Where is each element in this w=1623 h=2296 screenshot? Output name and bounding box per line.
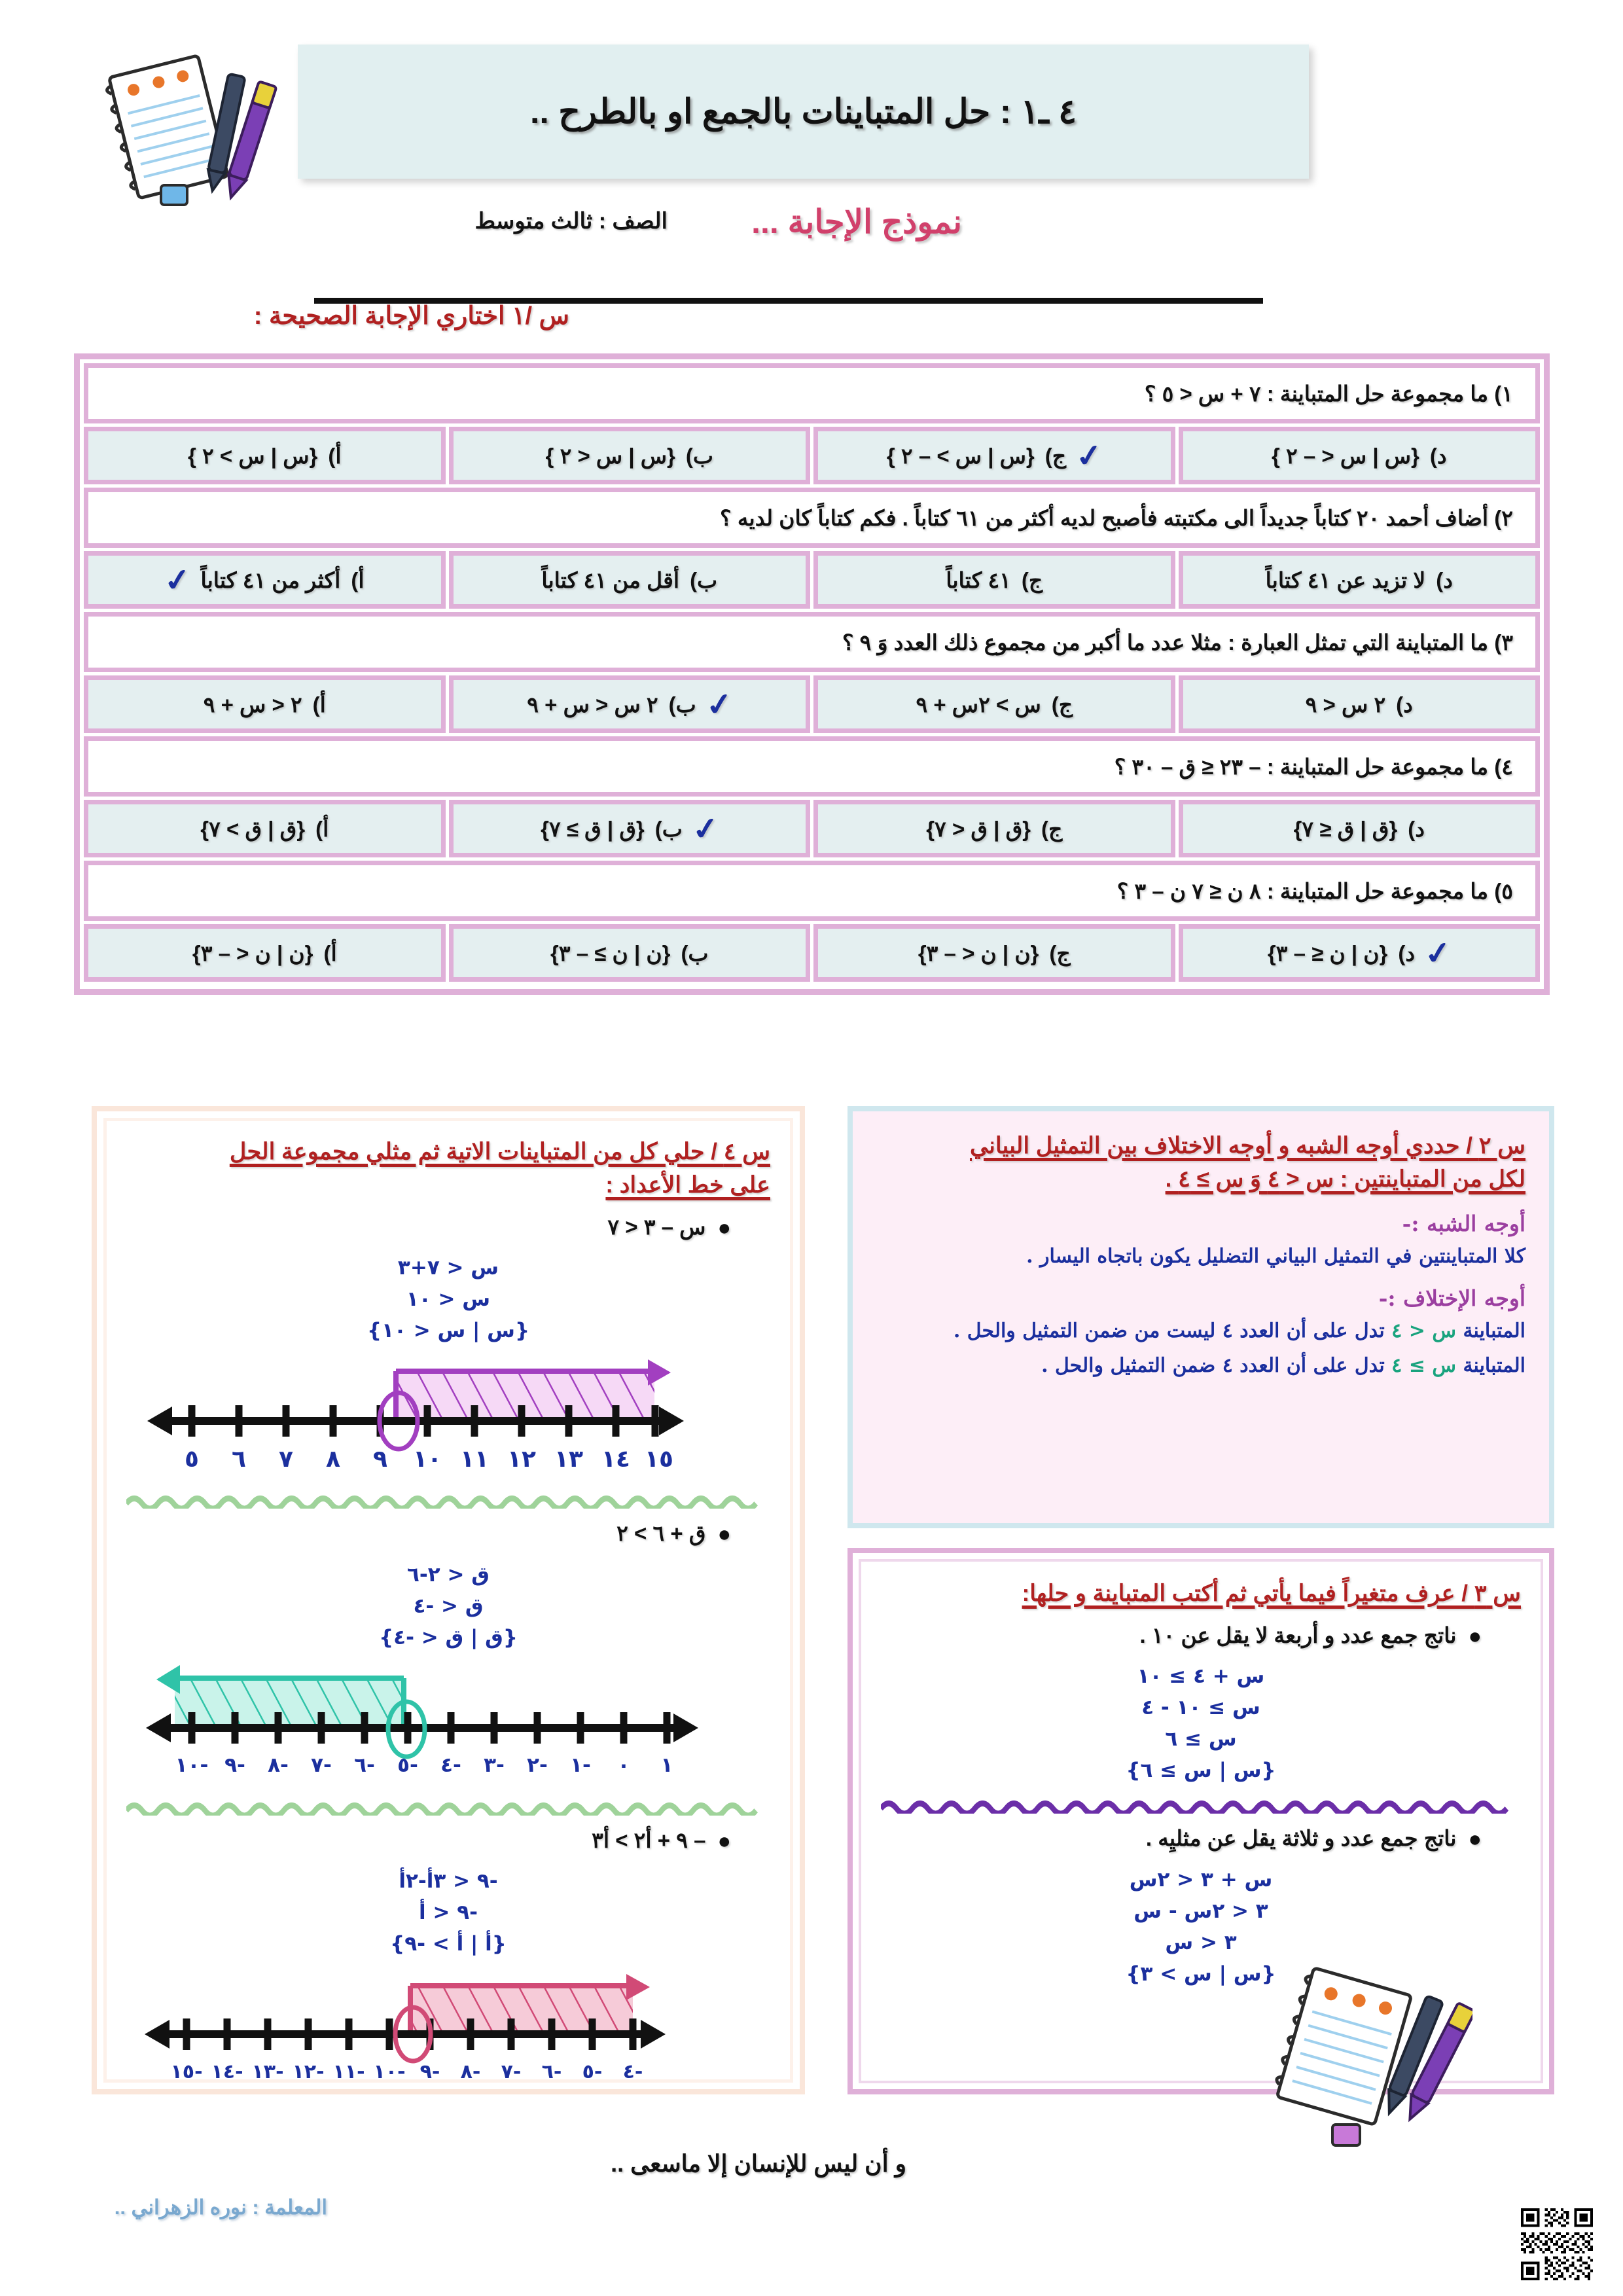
svg-text:-٨: -٨ <box>268 1753 289 1777</box>
option-b[interactable] <box>449 675 811 733</box>
svg-text:١٥: ١٥ <box>645 1446 673 1473</box>
notebook-pens-clipart-top <box>98 36 288 226</box>
section1-heading: س /١ اختاري الإجابة الصحيحة : <box>253 302 569 330</box>
svg-text:-١٢: -١٢ <box>292 2060 325 2084</box>
similarity-label: أوجه الشبه :- <box>1402 1210 1525 1236</box>
q3-item-prompt: ● ناتج جمع عدد و أربعة لا يقل عن ١٠ . <box>881 1623 1521 1651</box>
option-c[interactable] <box>813 924 1175 982</box>
question4-panel-inner <box>103 1118 793 2083</box>
svg-text:١٠: ١٠ <box>413 1446 442 1473</box>
lesson-title: ٤ ـ١ : حل المتباينات بالجمع او بالطرح .. <box>529 92 1077 131</box>
svg-text:١٤: ١٤ <box>601 1446 630 1473</box>
footer-quote: و أن ليس للإنسان إلا ماسعى .. <box>611 2150 906 2177</box>
svg-text:-٦: -٦ <box>541 2060 562 2084</box>
mcq-table <box>74 353 1550 995</box>
svg-text:-٩: -٩ <box>419 2060 440 2084</box>
q4-item-prompt: ● – ٩ + أ٢ > أ٣ <box>126 1827 770 1856</box>
option-b[interactable] <box>449 551 811 609</box>
bullet-icon: ● <box>717 1828 731 1854</box>
option-key: ب) <box>668 692 696 717</box>
bullet-icon: ● <box>1468 1623 1482 1649</box>
q4-item-work: س < ٧+٣ س < ١٠ {س | س < ١٠} <box>367 1256 530 1343</box>
svg-text:-٤: -٤ <box>440 1753 461 1777</box>
svg-text:٠: ٠ <box>617 1753 630 1777</box>
option-key: د) <box>1396 692 1413 717</box>
option-d[interactable] <box>1179 675 1541 733</box>
option-key: ب) <box>681 941 709 965</box>
option-text: أقل من ٤١ كتاباً <box>541 567 680 592</box>
option-a[interactable] <box>84 675 446 733</box>
svg-text:-١٠: -١٠ <box>175 1753 209 1777</box>
option-text: {س | س < – ٢ } <box>1271 443 1419 468</box>
lesson-title-band <box>298 45 1309 179</box>
option-text: {ن | ن < – ٣} <box>918 941 1039 965</box>
svg-text:-٩: -٩ <box>224 1753 245 1777</box>
option-d[interactable] <box>1179 800 1541 857</box>
question4-heading: س ٤ / حلي كل من المتباينات الاتية ثم مثلي مجموعة الحل على خط الأعداد : <box>229 1139 770 1198</box>
option-key: ب) <box>685 443 713 468</box>
question2-heading: س ٢ / حددي أوجه الشبه و أوجه الاختلاف بين التمثيل البياني لكل من المتباينتين : س < ٤ وَ س ≥ ٤ . <box>969 1133 1525 1192</box>
svg-text:-٧: -٧ <box>311 1753 332 1777</box>
wavy-divider-green-2 <box>126 1799 770 1816</box>
wavy-divider-green <box>126 1492 770 1509</box>
svg-text:١٣: ١٣ <box>554 1446 583 1473</box>
svg-text:-٢: -٢ <box>527 1753 548 1777</box>
svg-text:-٧: -٧ <box>501 2060 522 2084</box>
svg-text:-١٠: -١٠ <box>373 2060 406 2084</box>
svg-text:-٤: -٤ <box>622 2060 643 2084</box>
svg-text:١٢: ١٢ <box>507 1446 536 1473</box>
option-text: {ق | ق < ٧} <box>926 816 1031 841</box>
option-text: ٢ س < ٩ <box>1305 692 1386 717</box>
svg-text:-١: -١ <box>570 1753 591 1777</box>
q3-item-prompt: ● ناتج جمع عدد و ثلاثة يقل عن مثليِه . <box>881 1825 1521 1854</box>
q3-item-work: س + ٤ ≥ ١٠ س ≥ ١٠ - ٤ س ≥ ٦ {س | س ≥ ٦} <box>1126 1664 1276 1783</box>
q3-item-work: س + ٣ < ٢س ٣ < ٢س - س ٣ < س {س | س > ٣} <box>1126 1867 1276 1986</box>
option-text: لا تزيد عن ٤١ كتاباً <box>1265 567 1426 592</box>
svg-text:-١٥: -١٥ <box>170 2060 203 2084</box>
correct-check-icon: ✓ <box>161 561 194 599</box>
correct-check-icon: ✓ <box>1073 437 1106 475</box>
svg-text:٥: ٥ <box>185 1446 199 1473</box>
option-row <box>84 800 1540 857</box>
question-stem: ٢) أضاف أحمد ٢٠ كتاباً جديداً الى مكتبته فأصبح لديه أكثر من ٦١ كتاباً . فكم كتاباً كان لديه ؟ <box>84 488 1540 548</box>
option-text: {س | س > – ٢ } <box>886 443 1035 468</box>
question2-panel <box>847 1106 1554 1528</box>
option-text: {ن | ن ≥ – ٣} <box>550 941 671 965</box>
question3-heading: س ٣ / عرف متغيراً فيما يأتي ثم أكتب المتباينة و حلها: <box>1022 1581 1521 1606</box>
question2-panel-inner <box>858 1117 1544 1518</box>
option-key: ج) <box>1049 941 1071 965</box>
q4-item-work: ق < ٢-٦ ق < -٤ {ق | ق < -٤} <box>379 1562 518 1649</box>
svg-text:-٣: -٣ <box>484 1753 505 1777</box>
option-row <box>84 924 1540 982</box>
bullet-icon: ● <box>717 1522 731 1547</box>
option-row <box>84 551 1540 609</box>
svg-text:-١٤: -١٤ <box>211 2060 243 2084</box>
q4-item-prompt: ● ق + ٦ > ٢ <box>126 1520 770 1549</box>
svg-text:-٨: -٨ <box>460 2060 481 2084</box>
svg-text:-٥: -٥ <box>397 1753 418 1777</box>
wavy-divider-purple <box>881 1797 1521 1814</box>
option-c[interactable] <box>813 675 1175 733</box>
option-text: س > ٢س + ٩ <box>916 692 1041 717</box>
option-key: د) <box>1429 443 1447 468</box>
number-line-1 <box>126 1350 770 1481</box>
option-key: ب) <box>690 567 718 592</box>
svg-text:-٥: -٥ <box>582 2060 603 2084</box>
option-row <box>84 427 1540 484</box>
correct-check-icon: ✓ <box>1421 934 1455 972</box>
svg-text:٧: ٧ <box>279 1446 293 1473</box>
option-a[interactable] <box>84 427 446 484</box>
bullet-icon: ● <box>1468 1827 1482 1852</box>
option-b[interactable] <box>449 427 811 484</box>
difference-text-2: المتباينة س ≥ ٤ تدل على أن العدد ٤ ضمن التمثيل والحل . <box>1041 1354 1525 1377</box>
option-key: د) <box>1408 816 1425 841</box>
option-key: د) <box>1398 941 1416 965</box>
option-text: {س | س < ٢ } <box>545 443 675 468</box>
option-text: ٢ < س + ٩ <box>203 692 302 717</box>
svg-text:١: ١ <box>660 1753 673 1777</box>
option-c[interactable] <box>813 427 1175 484</box>
option-text: {ق | ق ≥ ٧} <box>541 816 645 841</box>
q4-item-prompt: ● س – ٣ < ٧ <box>126 1214 770 1242</box>
option-text: {ن | ن ≤ – ٣} <box>1267 941 1388 965</box>
option-b[interactable] <box>449 924 811 982</box>
similarity-text: كلا المتباينتين في التمثيل البياني التضليل يكون باتجاه اليسار . <box>1026 1244 1525 1268</box>
footer-teacher-name: المعلمة : نوره الزهراني .. <box>114 2196 327 2219</box>
question-stem: ٣) ما المتباينة التي تمثل العبارة : مثلا عدد ما أكبر من مجموع ذلك العدد وَ ٩ ؟ <box>84 612 1540 672</box>
option-b[interactable] <box>449 800 811 857</box>
correct-check-icon: ✓ <box>703 685 736 723</box>
number-line-3 <box>126 1964 770 2094</box>
bullet-icon: ● <box>717 1215 731 1240</box>
option-d[interactable] <box>1179 427 1541 484</box>
option-key: ج) <box>1051 692 1073 717</box>
option-key: أ) <box>351 567 365 592</box>
option-key: أ) <box>323 941 337 965</box>
svg-text:٦: ٦ <box>232 1446 246 1473</box>
option-key: ج) <box>1041 816 1063 841</box>
option-a[interactable] <box>84 551 446 609</box>
option-key: أ) <box>315 816 329 841</box>
notebook-pens-clipart-bottom <box>1263 1957 1472 2173</box>
svg-text:٩: ٩ <box>373 1446 387 1473</box>
option-key: ج) <box>1021 567 1043 592</box>
option-text: ٢ س < س + ٩ <box>527 692 658 717</box>
option-key: أ) <box>328 443 342 468</box>
option-key: ج) <box>1044 443 1067 468</box>
grade-label: الصف : ثالث متوسط <box>474 209 668 234</box>
option-key: ب) <box>654 816 683 841</box>
correct-check-icon: ✓ <box>689 810 722 848</box>
difference-label: أوجه الإختلاف :- <box>1378 1285 1525 1311</box>
header-subrow <box>281 203 1342 275</box>
option-text: ٤١ كتاباً <box>946 567 1011 592</box>
option-c[interactable] <box>813 551 1175 609</box>
option-row <box>84 675 1540 733</box>
question-stem: ١) ما مجموعة حل المتباينة : ٧ + س < ٥ ؟ <box>84 363 1540 423</box>
option-key: أ) <box>312 692 326 717</box>
number-line-2 <box>126 1657 770 1788</box>
svg-text:١١: ١١ <box>460 1446 489 1473</box>
difference-text-1: المتباينة س < ٤ تدل على أن العدد ٤ ليست من ضمن التمثيل والحل . <box>953 1319 1525 1342</box>
svg-text:٨: ٨ <box>326 1446 340 1473</box>
option-text: {ن | ن < – ٣} <box>192 941 313 965</box>
option-d[interactable] <box>1179 551 1541 609</box>
option-a[interactable] <box>84 800 446 857</box>
option-d[interactable] <box>1179 924 1541 982</box>
option-text: {ق | ق > ٧} <box>200 816 306 841</box>
question-stem: ٤) ما مجموعة حل المتباينة : – ٢٣ ≤ ق – ٣٠ ؟ <box>84 736 1540 797</box>
option-a[interactable] <box>84 924 446 982</box>
svg-text:-٦: -٦ <box>354 1753 375 1777</box>
svg-text:-١٣: -١٣ <box>251 2060 284 2084</box>
option-c[interactable] <box>813 800 1175 857</box>
question4-panel <box>92 1106 805 2094</box>
model-answer-label: نموذج الإجابة ... <box>751 204 962 240</box>
qr-code[interactable] <box>1518 2206 1596 2283</box>
svg-text:-١١: -١١ <box>332 2060 365 2084</box>
q4-item-work: -٩ < ٣أ-٢أ -٩ < أ {أ | أ > -٩} <box>390 1869 507 1956</box>
option-key: د) <box>1436 567 1453 592</box>
option-text: {ق | ق ≤ ٧} <box>1293 816 1398 841</box>
option-text: {س | س > ٢ } <box>188 443 318 468</box>
question-stem: ٥) ما مجموعة حل المتباينة : ٨ ن ≤ ٧ ن – ٣ ؟ <box>84 861 1540 921</box>
option-text: أكثر من ٤١ كتاباً <box>200 567 341 592</box>
